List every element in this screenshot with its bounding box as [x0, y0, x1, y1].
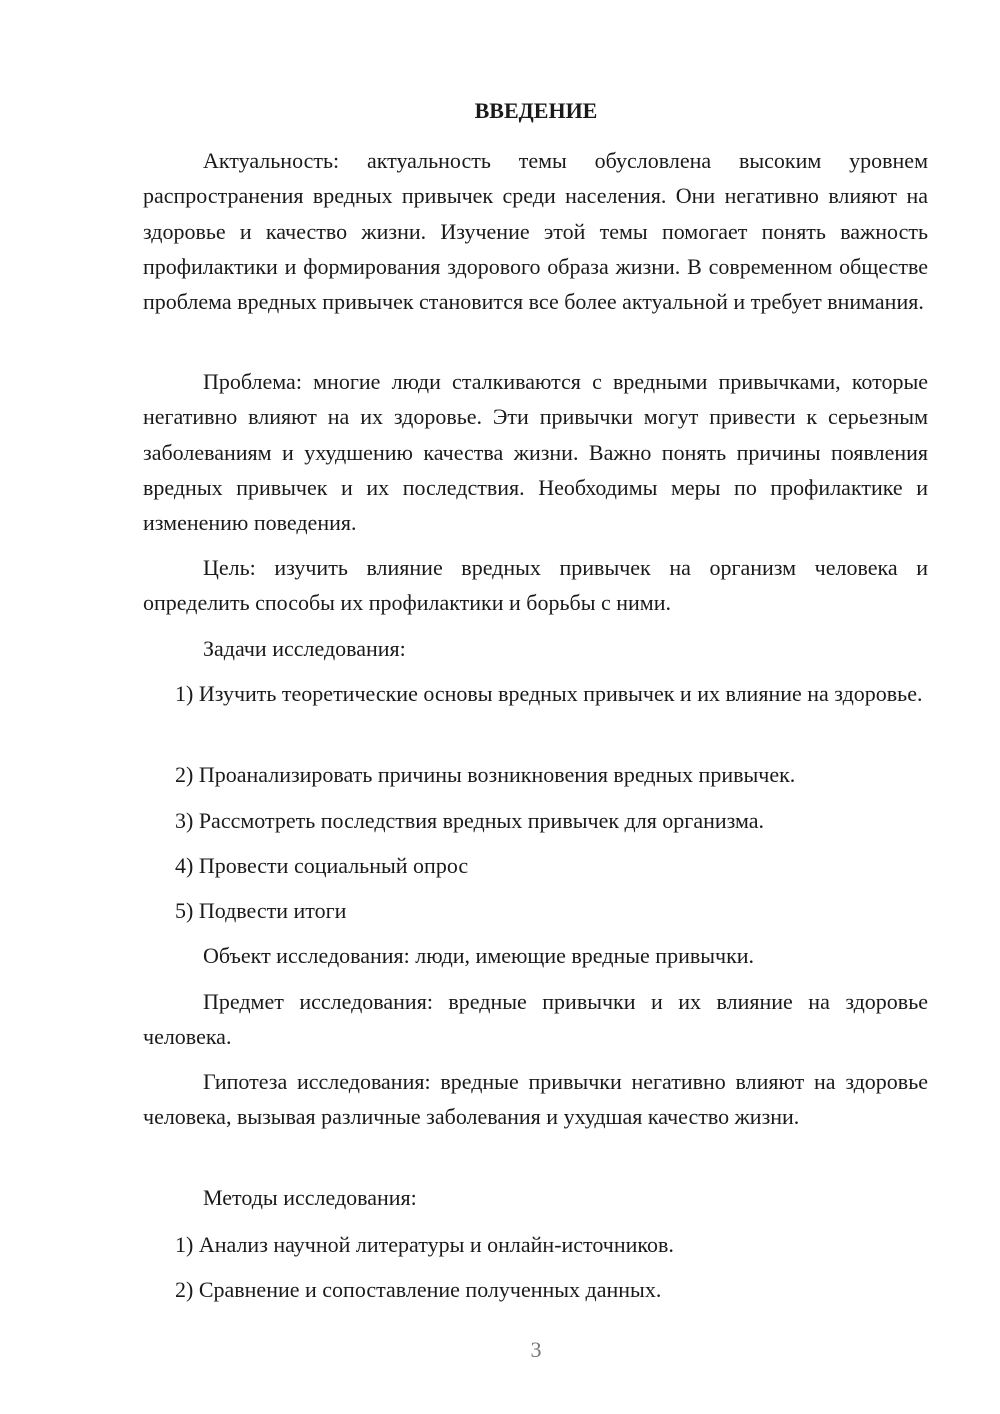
- task-item-5: 5) Подвести итоги: [175, 898, 347, 923]
- problem-paragraph: Проблема: многие люди сталкиваются с вредными привычками, которые негативно влияют на их здоровье. Эти привычки могут привести к серьезным заболеваниям и ухудшению качества жизни. Важно понять причины появления вредных привычек и их последствия. Необходимы меры по профилактике и изменению поведения.: [143, 369, 928, 536]
- method-item-1: 1) Анализ научной литературы и онлайн-источников.: [175, 1232, 674, 1257]
- relevance-paragraph: Актуальность: актуальность темы обусловлена высоким уровнем распространения вредных привычек среди населения. Они негативно влияют на здоровье и качество жизни. Изучение этой темы помогает понять важность профилактики и формирования здорового образа жизни. В современном обществе проблема вредных привычек становится все более актуальной и требует внимания.: [143, 148, 928, 315]
- tasks-heading: Задачи исследования:: [203, 636, 406, 661]
- page-number: 3: [530, 1337, 542, 1362]
- method-item-2: 2) Сравнение и сопоставление полученных данных.: [175, 1277, 662, 1302]
- task-item-2: 2) Проанализировать причины возникновения вредных привычек.: [175, 762, 796, 787]
- page-title: ВВЕДЕНИЕ: [474, 98, 598, 123]
- subject-paragraph: Предмет исследования: вредные привычки и их влияние на здоровье человека.: [143, 989, 928, 1050]
- hypothesis-paragraph: Гипотеза исследования: вредные привычки негативно влияют на здоровье человека, вызывая различные заболевания и ухудшая качество жизни.: [143, 1069, 928, 1130]
- object-paragraph: Объект исследования: люди, имеющие вредные привычки.: [203, 943, 755, 968]
- task-item-4: 4) Провести социальный опрос: [175, 853, 469, 878]
- methods-heading: Методы исследования:: [203, 1185, 417, 1210]
- task-item-3: 3) Рассмотреть последствия вредных привычек для организма.: [175, 808, 765, 833]
- goal-paragraph: Цель: изучить влияние вредных привычек на организм человека и определить способы их профилактики и борьбы с ними.: [143, 555, 928, 616]
- task-item-1: 1) Изучить теоретические основы вредных привычек и их влияние на здоровье.: [175, 681, 923, 706]
